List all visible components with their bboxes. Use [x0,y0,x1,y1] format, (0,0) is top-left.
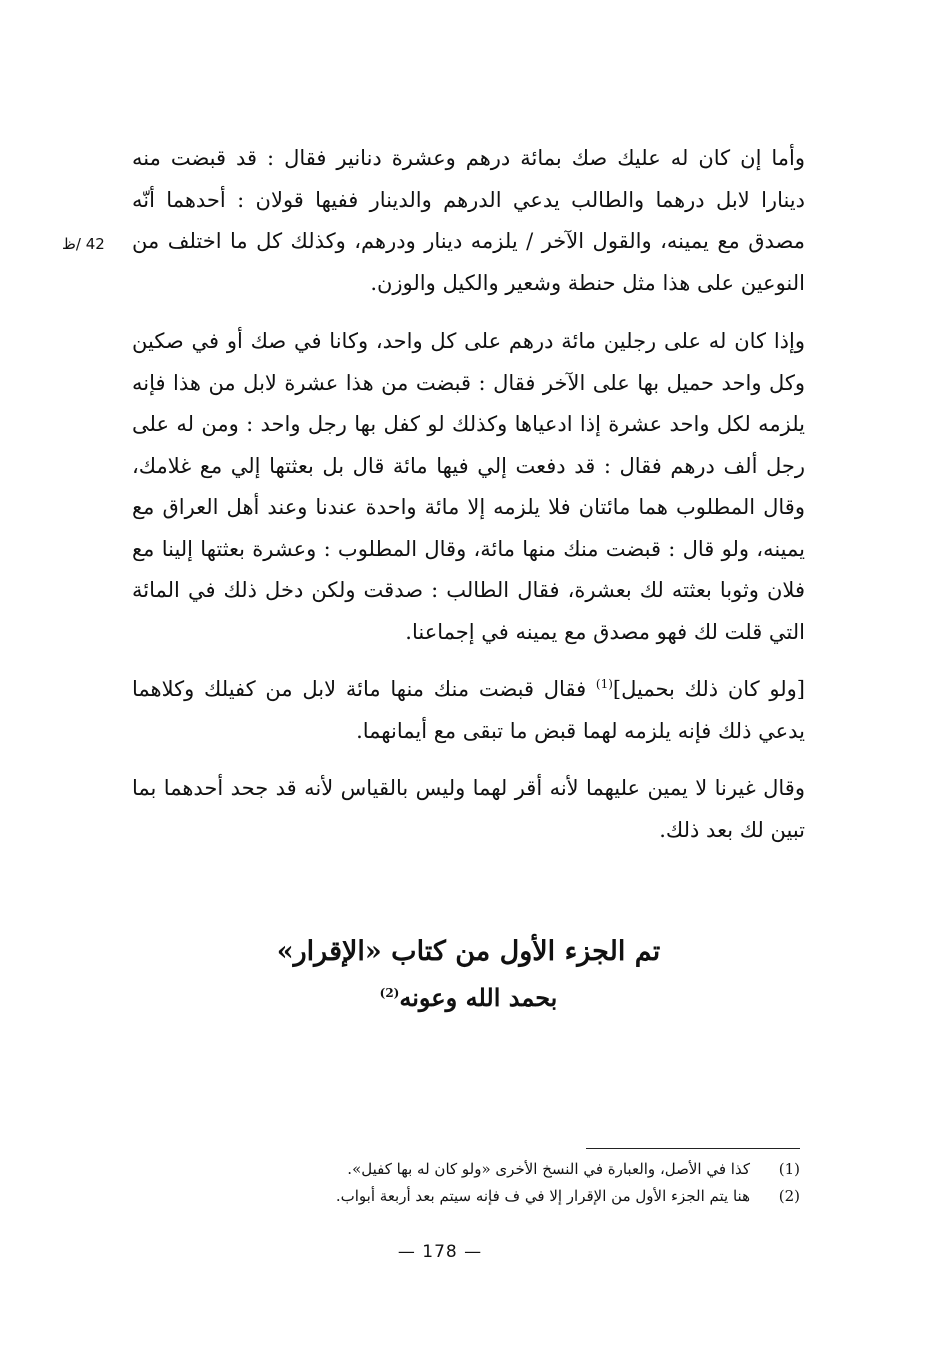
footnote-2 [260,1184,800,1208]
paragraph-3 [132,669,805,752]
footnote-1 [260,1157,800,1181]
footnote-separator [586,1148,800,1149]
paragraph-4: وقال غيرنا لا يمين عليهما لأنه أقر لهما وليس بالقياس لأنه قد جحد أحدهما بما تبين لك بعد ذلك. [132,776,805,842]
page-number: — 178 — [397,1242,483,1262]
paragraph-3-start: [ولو كان ذلك بحميل] [612,677,805,701]
footnote-marker-2: (2) [379,986,400,1000]
footnote-marker-1: (1) [595,677,613,691]
footnote-text: كذا في الأصل، والعبارة في النسخ الأخرى «ولو كان له بها كفيل». [347,1160,750,1178]
footnote-number: (2) [778,1187,800,1205]
paragraph-2: وإذا كان له على رجلين مائة درهم على كل واحد، وكانا في صك أو في صكين وكل واحد حميل بها على الآخر فقال : قبضت من هذا عشرة لابل من هذا فإنه يلزمه لكل واحد عشرة إذا ادعياها وكذلك لو كفل بها رجل واحد : ومن له على رجل ألف درهم فقال : قد دفعت إلي فيها مائة قال بل بعثتها إلي مع غلامك، وقال المطلوب هما مائتان فلا يلزمه إلا مائة واحدة عندنا وعند أهل العراق مع يمينه، ولو قال : قبضت منك منها مائة، وقال المطلوب : وعشرة بعثتها إلينا مع فلان وثوبا بعثته لك بعشرة، فقال الطالب : صدقت ولكن دخل ذلك في المائة التي قلت لك فهو مصدق مع يمينه في إجماعنا. [132,329,805,644]
paragraph-3-rest: فقال قبضت منك منها مائة لابل من كفيلك وكلاهما يدعي ذلك فإنه يلزمه لهما قبض ما تبقى مع أيمانهما. [132,677,805,743]
closing-subtitle [132,978,805,1018]
closing-title: تم الجزء الأول من كتاب «الإقرار» [276,936,661,967]
closing-subtitle-text: بحمد الله وعونه [399,983,558,1012]
footnote-text: هنا يتم الجزء الأول من الإقرار إلا في ف فإنه سيتم بعد أربعة أبواب. [335,1187,750,1205]
footnote-number: (1) [778,1160,800,1178]
marginal-folio-note: 42 /ظ [62,235,105,253]
paragraph-1: وأما إن كان له عليك صك بمائة درهم وعشرة دنانير فقال : قد قبضت منه دينارا لابل درهما والطالب يدعي الدرهم والدينار ففيها قولان : أحدهما أنّه مصدق مع يمينه، والقول الآخر / يلزمه دينار ودرهم، وكذلك كل ما اختلف من النوعين على هذا مثل حنطة وشعير والكيل والوزن. [132,146,805,295]
